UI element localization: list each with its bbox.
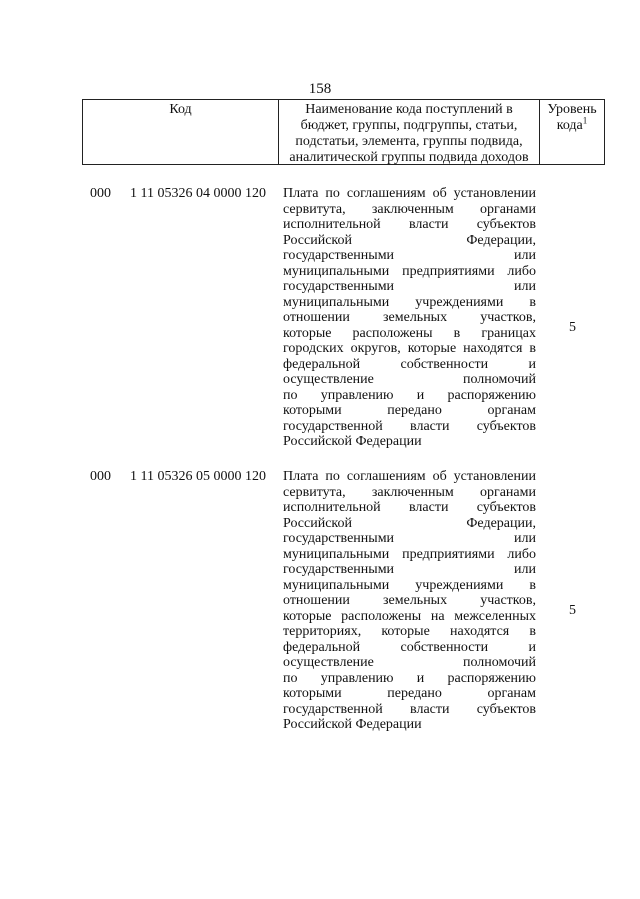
header-level-line1: Уровень (547, 102, 597, 117)
page-number: 158 (308, 81, 332, 97)
row-description-line: исполнительной власти субъектов (283, 217, 536, 232)
row-description-line: по управлению и распоряжению (283, 670, 536, 686)
row-description-line: исполнительной власти субъектов (283, 500, 536, 515)
row-income-code: 1 11 05326 04 0000 120 (130, 186, 266, 201)
row-description-line: муниципальными учреждениями в (283, 577, 536, 593)
row-description-line: муниципальными предприятиями либо (283, 546, 536, 562)
row-description-line: территориях, которые находятся в (283, 624, 536, 639)
row-level: 5 (569, 603, 576, 618)
row-admin-code: 000 (90, 186, 111, 201)
header-name-line: аналитической группы подвида доходов (289, 150, 529, 165)
row-description (283, 186, 536, 450)
row-description-line: Российской Федерации, (283, 232, 536, 248)
header-name-cell (279, 100, 540, 164)
row-description-line: государственными или (283, 279, 536, 294)
row-description-line: сервитута, заключенным органами (283, 201, 536, 217)
header-level-cell (540, 100, 604, 164)
row-description-line: федеральной собственности и (283, 356, 536, 372)
header-name-line: Наименование кода поступлений в (305, 102, 513, 117)
row-description-line: отношении земельных участков, (283, 310, 536, 325)
row-description-line: государственной власти субъектов (283, 701, 536, 717)
row-description-line: осуществление полномочий (283, 372, 536, 387)
row-description-line: отношении земельных участков, (283, 593, 536, 608)
row-description-line: которыми передано органам (283, 686, 536, 701)
row-description-line: государственными или (283, 531, 536, 546)
row-admin-code: 000 (90, 469, 111, 484)
row-description-line: федеральной собственности и (283, 639, 536, 655)
row-description-line: Плата по соглашениям об установлении (283, 469, 536, 484)
row-description-line: государственными или (283, 248, 536, 263)
row-description-line: Российской Федерации (283, 717, 422, 732)
header-name-line: бюджет, группы, подгруппы, статьи, (300, 118, 518, 133)
row-description-line: которые расположены на межселенных (283, 608, 536, 624)
row-description-line: сервитута, заключенным органами (283, 484, 536, 500)
header-code-label: Код (169, 102, 192, 117)
row-description-line: муниципальными предприятиями либо (283, 263, 536, 279)
row-description-line: которые расположены в границах (283, 325, 536, 341)
table-header (82, 99, 605, 165)
row-description-line: Российской Федерации (283, 434, 422, 449)
header-level-line2 (540, 115, 604, 134)
row-description-line: муниципальными учреждениями в (283, 294, 536, 310)
row-description-line: Российской Федерации, (283, 515, 536, 531)
row-income-code: 1 11 05326 05 0000 120 (130, 469, 266, 484)
row-description (283, 469, 536, 733)
row-description-line: по управлению и распоряжению (283, 387, 536, 403)
row-description-line: осуществление полномочий (283, 655, 536, 670)
header-name-line: подстатьи, элемента, группы подвида, (295, 134, 523, 149)
row-level: 5 (569, 320, 576, 335)
footnote-marker: 1 (582, 115, 588, 126)
header-code-cell (83, 100, 279, 164)
row-description-line: которыми передано органам (283, 403, 536, 418)
row-description-line: Плата по соглашениям об установлении (283, 186, 536, 201)
row-description-line: государственными или (283, 562, 536, 577)
header-level-label: кода (556, 118, 583, 133)
row-description-line: городских округов, которые находятся в (283, 341, 536, 356)
row-description-line: государственной власти субъектов (283, 418, 536, 434)
